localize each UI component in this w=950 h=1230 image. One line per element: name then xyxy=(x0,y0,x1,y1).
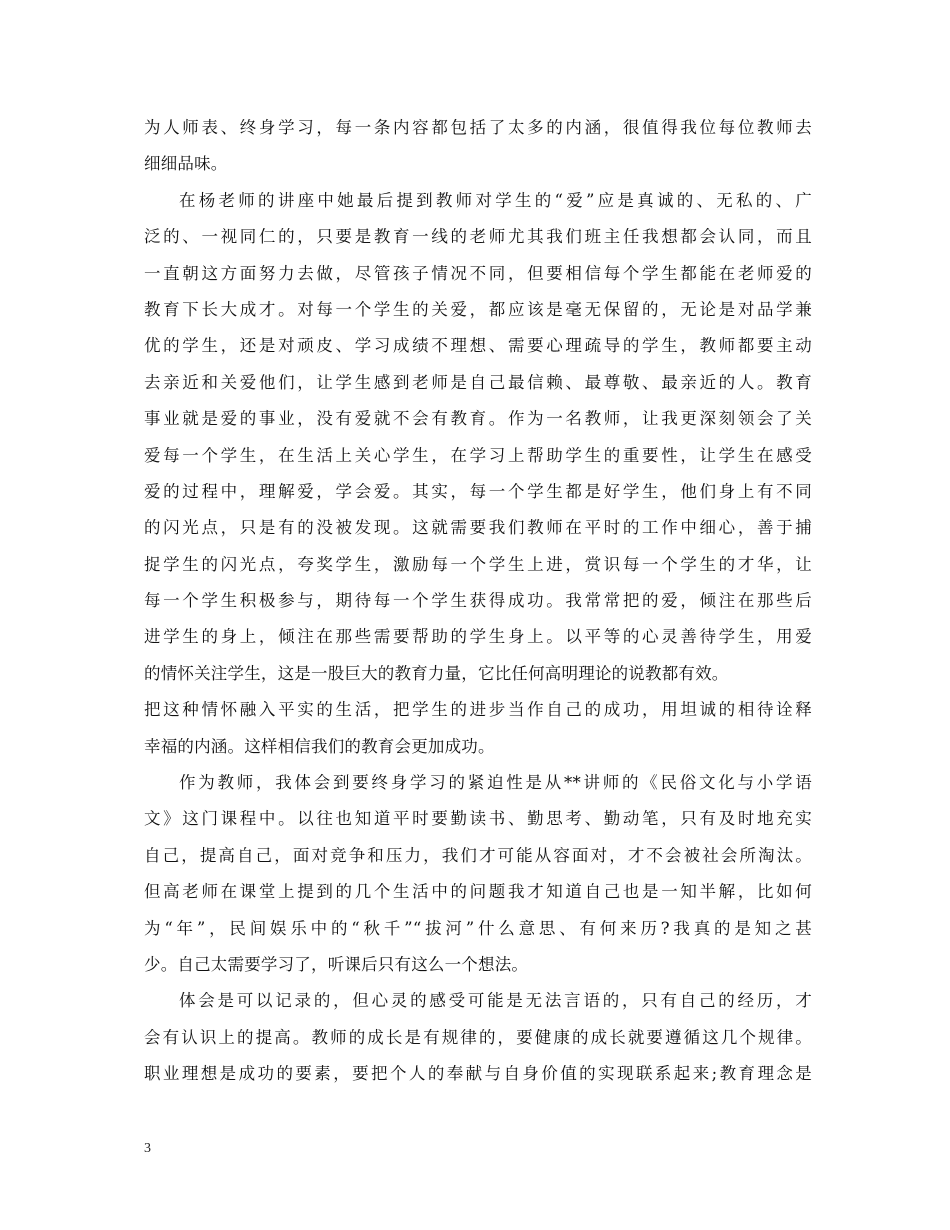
page-number: 3 xyxy=(144,1141,151,1156)
text-line: 泛的、一视同仁的，只要是教育一线的老师尤其我们班主任我想都会认同，而且 xyxy=(144,227,812,247)
body-text xyxy=(144,110,812,1093)
text-line: 但高老师在课堂上提到的几个生活中的问题我才知道自己也是一知半解，比如何 xyxy=(144,882,812,902)
text-line: 每一个学生积极参与，期待每一个学生获得成功。我常常把的爱，倾注在那些后 xyxy=(144,591,812,611)
text-line: 爱的过程中，理解爱，学会爱。其实，每一个学生都是好学生，他们身上有不同 xyxy=(144,481,812,501)
text-line: 优的学生，还是对顽皮、学习成绩不理想、需要心理疏导的学生，教师都要主动 xyxy=(144,336,812,356)
text-line: 的情怀关注学生，这是一股巨大的教育力量，它比任何高明理论的说教都有效。 xyxy=(144,663,729,683)
paragraph-start-line: 在杨老师的讲座中她最后提到教师对学生的“爱”应是真诚的、无私的、广 xyxy=(179,190,812,210)
text-line: 把这种情怀融入平实的生活，把学生的进步当作自己的成功，用坦诚的相待诠释 xyxy=(144,700,812,720)
text-line: 为人师表、终身学习，每一条内容都包括了太多的内涵，很值得我位每位教师去 xyxy=(144,118,812,137)
text-line: 一直朝这方面努力去做，尽管孩子情况不同，但要相信每个学生都能在老师爱的 xyxy=(144,263,812,283)
text-line: 为“年”，民间娱乐中的“秋千”“拔河”什么意思、有何来历?我真的是知之甚 xyxy=(144,918,812,938)
text-line: 的闪光点，只是有的没被发现。这就需要我们教师在平时的工作中细心，善于捕 xyxy=(144,518,812,538)
text-line: 幸福的内涵。这样相信我们的教育会更加成功。 xyxy=(144,736,495,756)
text-line: 少。自己太需要学习了，听课后只有这么一个想法。 xyxy=(144,954,529,974)
paragraph-start-line: 作为教师，我体会到要终身学习的紧迫性是从**讲师的《民俗文化与小学语 xyxy=(179,773,812,793)
paragraph-start-line: 体会是可以记录的，但心灵的感受可能是无法言语的，只有自己的经历，才 xyxy=(179,991,812,1011)
text-line: 进学生的身上，倾注在那些需要帮助的学生身上。以平等的心灵善待学生，用爱 xyxy=(144,627,812,647)
text-line: 自己，提高自己，面对竞争和压力，我们才可能从容面对，才不会被社会所淘汰。 xyxy=(144,845,812,865)
text-line: 细细品味。 xyxy=(144,154,228,174)
text-line: 教育下长大成才。对每一个学生的关爱，都应该是毫无保留的，无论是对品学兼 xyxy=(144,299,812,319)
text-line: 会有认识上的提高。教师的成长是有规律的，要健康的成长就要遵循这几个规律。 xyxy=(144,1027,812,1047)
text-line: 爱每一个学生，在生活上关心学生，在学习上帮助学生的重要性，让学生在感受 xyxy=(144,445,812,465)
text-line: 去亲近和关爱他们，让学生感到老师是自己最信赖、最尊敬、最亲近的人。教育 xyxy=(144,372,812,392)
text-line: 事业就是爱的事业，没有爱就不会有教育。作为一名教师，让我更深刻领会了关 xyxy=(144,409,812,429)
text-line: 职业理想是成功的要素，要把个人的奉献与自身价值的实现联系起来;教育理念是 xyxy=(144,1064,812,1084)
text-line: 文》这门课程中。以往也知道平时要勤读书、勤思考、勤动笔，只有及时地充实 xyxy=(144,809,812,829)
text-line: 捉学生的闪光点，夸奖学生，激励每一个学生上进，赏识每一个学生的才华，让 xyxy=(144,554,812,574)
